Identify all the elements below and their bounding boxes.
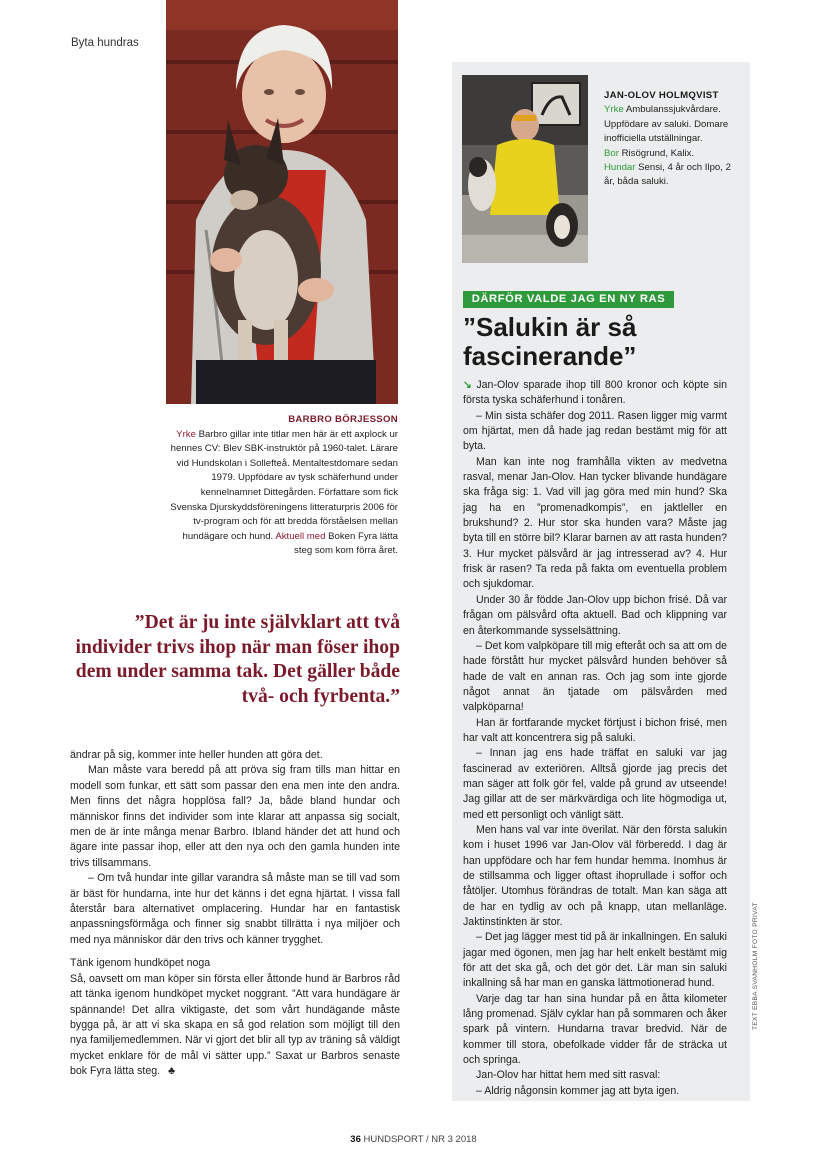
page-number: 36: [350, 1134, 361, 1145]
caption-name: BARBRO BÖRJESSON: [288, 414, 398, 425]
body-paragraph: ändrar på sig, kommer inte heller hunden att göra det.: [70, 749, 323, 761]
sidebar-paragraph: Man kan inte nog framhålla vikten av medvetna rasval, menar Jan-Olov. Han tycker blivande hundägare ska fråga sig: 1. Vad vill jag göra med min hund? Ska jag ha en ”promenadkompis”, en jaktleller en brukshund? 2. Hur stor ska hunden vara? Måste jag byta till en större bil? Klarar barnen av att rasta hunden? 3. Hur mycket pälsvård är jag intresserad av? 4. Hur frisk är rasen? Ta reda på fakta om eventuella problem och sjukdomar.: [463, 455, 727, 591]
profile-bor-label: Bor: [604, 147, 619, 159]
profile-hundar-text: Sensi, 4 år och Ilpo, 2 år, båda saluki.: [604, 162, 731, 188]
pull-quote: ”Det är ju inte självklart att två individer trivs ihop när man föser ihop dem under samma tak. Det gäller både två- och fyrbenta.”: [75, 612, 400, 707]
profile-bor-text: Risögrund, Kalix.: [618, 147, 695, 159]
sidebar-paragraph: Varje dag tar han sina hundar på en åtta kilometer lång promenad. Själv cyklar han på sommaren och åker spark på vintern. Hundarna travar bredvid. När de kommer till stora, obefolkade vidder får de sträcka ut och springa.: [463, 992, 727, 1067]
section-label: Byta hundras: [71, 37, 139, 49]
main-photo-caption: [166, 413, 398, 559]
photo-barbro-with-dog: [166, 0, 398, 404]
sidebar-tag: DÄRFÖR VALDE JAG EN NY RAS: [463, 291, 674, 308]
sidebar-paragraph: – Min sista schäfer dog 2011. Rasen ligger mig varmt om hjärtat, men då hade jag redan bestämt mig för att byta.: [463, 409, 727, 453]
sidebar-paragraph: Han är fortfarande mycket förtjust i bichon frisé, men har valt att koncentrera sig på saluki.: [463, 716, 727, 744]
caption-yrke-label: Yrke: [176, 428, 196, 440]
photo-credit: TEXT EBBA SVANHOLM FOTO PRIVAT: [752, 902, 759, 1030]
sidebar-profile: [604, 89, 744, 190]
sidebar-paragraph: Under 30 år födde Jan-Olov upp bichon frisé. Då var frågan om pälsvård ofta aktuell. Bad och klippning var en återkommande sysselsättning.: [463, 593, 727, 637]
profile-yrke-text: Ambulanssjukvårdare. Uppfödare av saluki. Domare inofficiella utställningar.: [604, 104, 729, 145]
caption-yrke-text: Barbro gillar inte titlar men här är ett axplock ur hennes CV: Blev SBK-instruktör på 1960-talet. Lärare vid Hundskolan i Sollefteå. Mentaltestdomare sedan 1979. Uppfödare av tysk schäferhund under kennelnamnet Dittegården. Författare som fick Svenska Djurskyddsföreningens litteraturpris 2006 för tv-program och för att bredda förståelsen mellan hundägare och hund.: [170, 428, 398, 542]
subheading: Tänk igenom hundköpet noga: [70, 957, 211, 970]
end-mark-icon: ♣: [168, 1065, 176, 1078]
caption-aktuell-label: Aktuell med: [275, 530, 326, 542]
sidebar-paragraph: – Det jag lägger mest tid på är inkallningen. En saluki jagar med ögonen, men jag har helt enkelt bestämt mig för att det ska gå, och det gör det. Lär man sin saluki inkallning så har man en ganska lättmotionerad hund.: [463, 931, 727, 990]
sidebar-paragraph: – Innan jag ens hade träffat en saluki var jag fascinerad av exteriören. Alltså gjorde jag precis det man säger att folk gör fel, valde på grund av utseende! Jag gillar att de ser märkvärdiga och lite högmodiga ut, med ett personligt och vänligt sätt.: [463, 747, 727, 821]
sidebar-headline: ”Salukin är så fascinerande”: [463, 312, 637, 371]
profile-hundar-label: Hundar: [604, 162, 636, 174]
body-text: Så, oavsett om man köper sin första eller åttonde hund är Barbros råd att tänka igenom hundköpet mycket noggrant. ”Att vara hundägare är spännande! Det allra viktigaste, det som vårt hundägande måste bygga på, är att vi ska skapa en så god relation som möjligt till den nya familjemedlemmen. När vi gjort det blir all typ av träning så väldigt mycket enklare för de mål vi sätter upp.” Saxat ur Barbros senaste bok Fyra lätta steg.: [70, 972, 400, 1078]
sidebar-paragraph: [463, 378, 727, 409]
sidebar-paragraph-text: Jan-Olov sparade ihop till 800 kronor och köpte sin första tyska schäferhund i tonåren.: [463, 379, 727, 407]
caption-aktuell-text: Boken Fyra lätta steg som kom förra året.: [294, 530, 398, 557]
body-paragraph: Man måste vara beredd på att pröva sig fram tills man hittar en modell som funkar, ett sätt som passar den ena men inte den andra. Men finns det några hopplösa fall? Ja, både bland hundar och människor finns det individer som inte klarar att anpassa sig socialt, men de är inte många menar Barbro. Ibland händer det att hund och ägare inte passar ihop, eller att den nya och den gamla hunden inte trivs tillsammans.: [70, 764, 400, 869]
sidebar-paragraph: Jan-Olov har hittat hem med sitt rasval:: [476, 1069, 661, 1082]
sidebar-paragraph: – Det kom valpköpare till mig efteråt och sa att om de hade förstått hur mycket pälsvård hunden behöver så hade de valt en annan ras. Och jag som inte gjorde något annat än tjatade om pälsvården med valpköparna!: [463, 639, 727, 714]
magazine-issue: HUNDSPORT / NR 3 2018: [360, 1134, 477, 1145]
photo-jan-olov-with-salukis: [462, 75, 588, 263]
sidebar-paragraph: – Aldrig någonsin kommer jag att byta igen.: [476, 1084, 680, 1097]
sidebar-paragraph: Men hans val var inte överilat. När den första salukin kom i huset 1996 var Jan-Olov väl förberedd. I dag är han uppfödare och har fem hundar hemma. Inomhus är de stillsamma och ligger oftast ihoprullade i soffor och fåtöljer. Utomhus förändras de totalt. Man kan säga att de har en tydlig av och på knapp, utan mellanläge. Jaktinstinkten är stor.: [463, 823, 727, 929]
sidebar-body: [463, 378, 727, 1099]
page-footer: [0, 1134, 827, 1145]
body-paragraph: – Om två hundar inte gillar varandra så måste man se till vad som är bäst för hundarna, inte hur det känns i det egna hjärtat. I vissa fall återstår bara alternativet omplacering. Hundar har en fantastisk anpassningsförmåga och finner sig snabbt tillrätta i nya miljöer och med nya människor där den trivs och känner trygghet.: [70, 872, 400, 946]
profile-yrke-label: Yrke: [604, 104, 624, 116]
arrow-icon: ↘: [463, 379, 472, 391]
left-body-column: [70, 748, 400, 1080]
profile-name: JAN-OLOV HOLMQVIST: [604, 90, 719, 101]
body-paragraph-last: [70, 972, 400, 1080]
